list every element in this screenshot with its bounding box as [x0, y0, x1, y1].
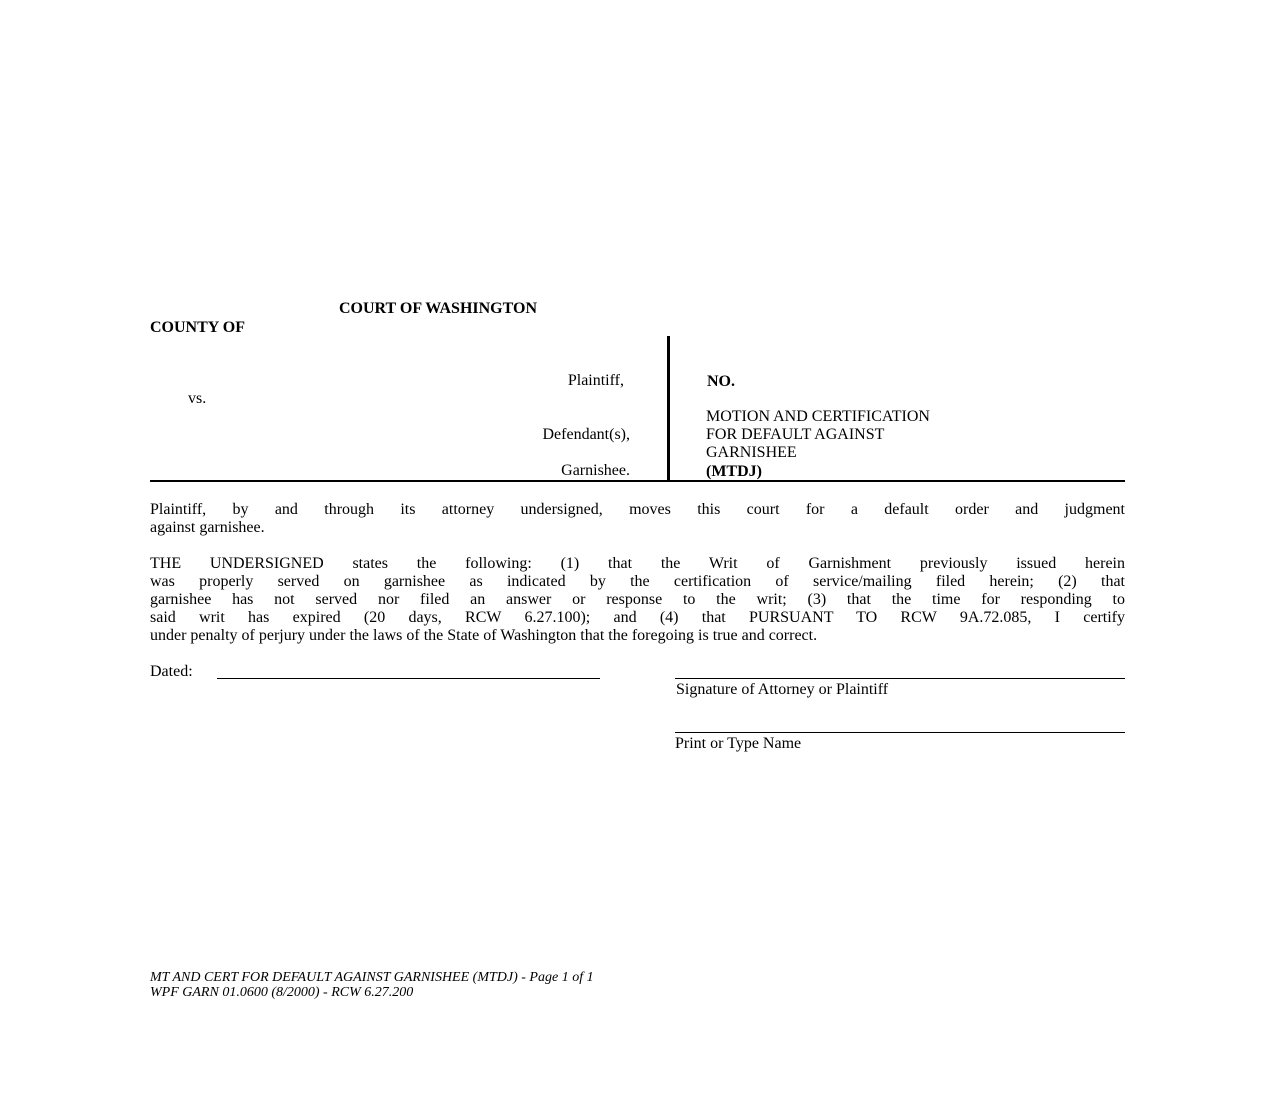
- doc-code: (MTDJ): [706, 463, 762, 480]
- county-heading: COUNTY OF: [150, 319, 245, 336]
- case-number-label: NO.: [707, 373, 735, 390]
- dated-label: Dated:: [150, 663, 193, 680]
- doc-title-line: FOR DEFAULT AGAINST: [706, 426, 885, 443]
- para2-line: garnishee has not served nor filed an answer or response to the writ; (3) that the time for responding to: [150, 591, 1125, 608]
- para1-line: against garnishee.: [150, 519, 265, 536]
- court-heading: COURT OF WASHINGTON: [339, 300, 537, 317]
- doc-title-line: MOTION AND CERTIFICATION: [706, 408, 930, 425]
- defendant-label: Defendant(s),: [542, 426, 630, 443]
- garnishee-label: Garnishee.: [561, 462, 630, 479]
- para2-line: under penalty of perjury under the laws of the State of Washington that the foregoing is true and correct.: [150, 627, 818, 644]
- footer-line: WPF GARN 01.0600 (8/2000) - RCW 6.27.200: [150, 985, 414, 1000]
- caption-divider: [667, 336, 670, 481]
- para1-line: Plaintiff, by and through its attorney undersigned, moves this court for a default order and judgment: [150, 501, 1125, 518]
- para2-line: THE UNDERSIGNED states the following: (1) that the Writ of Garnishment previously issued herein: [150, 555, 1125, 572]
- doc-title-line: GARNISHEE: [706, 444, 797, 461]
- vs-label: vs.: [188, 390, 207, 407]
- para2-line: was properly served on garnishee as indicated by the certification of service/mailing filed herein; (2) that: [150, 573, 1125, 590]
- para2-line: said writ has expired (20 days, RCW 6.27.100); and (4) that PURSUANT TO RCW 9A.72.085, I certify: [150, 609, 1125, 626]
- signature-line[interactable]: [675, 678, 1125, 679]
- name-label: Print or Type Name: [675, 735, 802, 752]
- caption-bottom-rule: [150, 480, 1125, 482]
- plaintiff-label: Plaintiff,: [567, 372, 624, 389]
- signature-label: Signature of Attorney or Plaintiff: [676, 681, 889, 698]
- name-line[interactable]: [675, 732, 1125, 733]
- footer-line: MT AND CERT FOR DEFAULT AGAINST GARNISHEE (MTDJ) - Page 1 of 1: [150, 970, 594, 985]
- dated-line[interactable]: [217, 678, 600, 679]
